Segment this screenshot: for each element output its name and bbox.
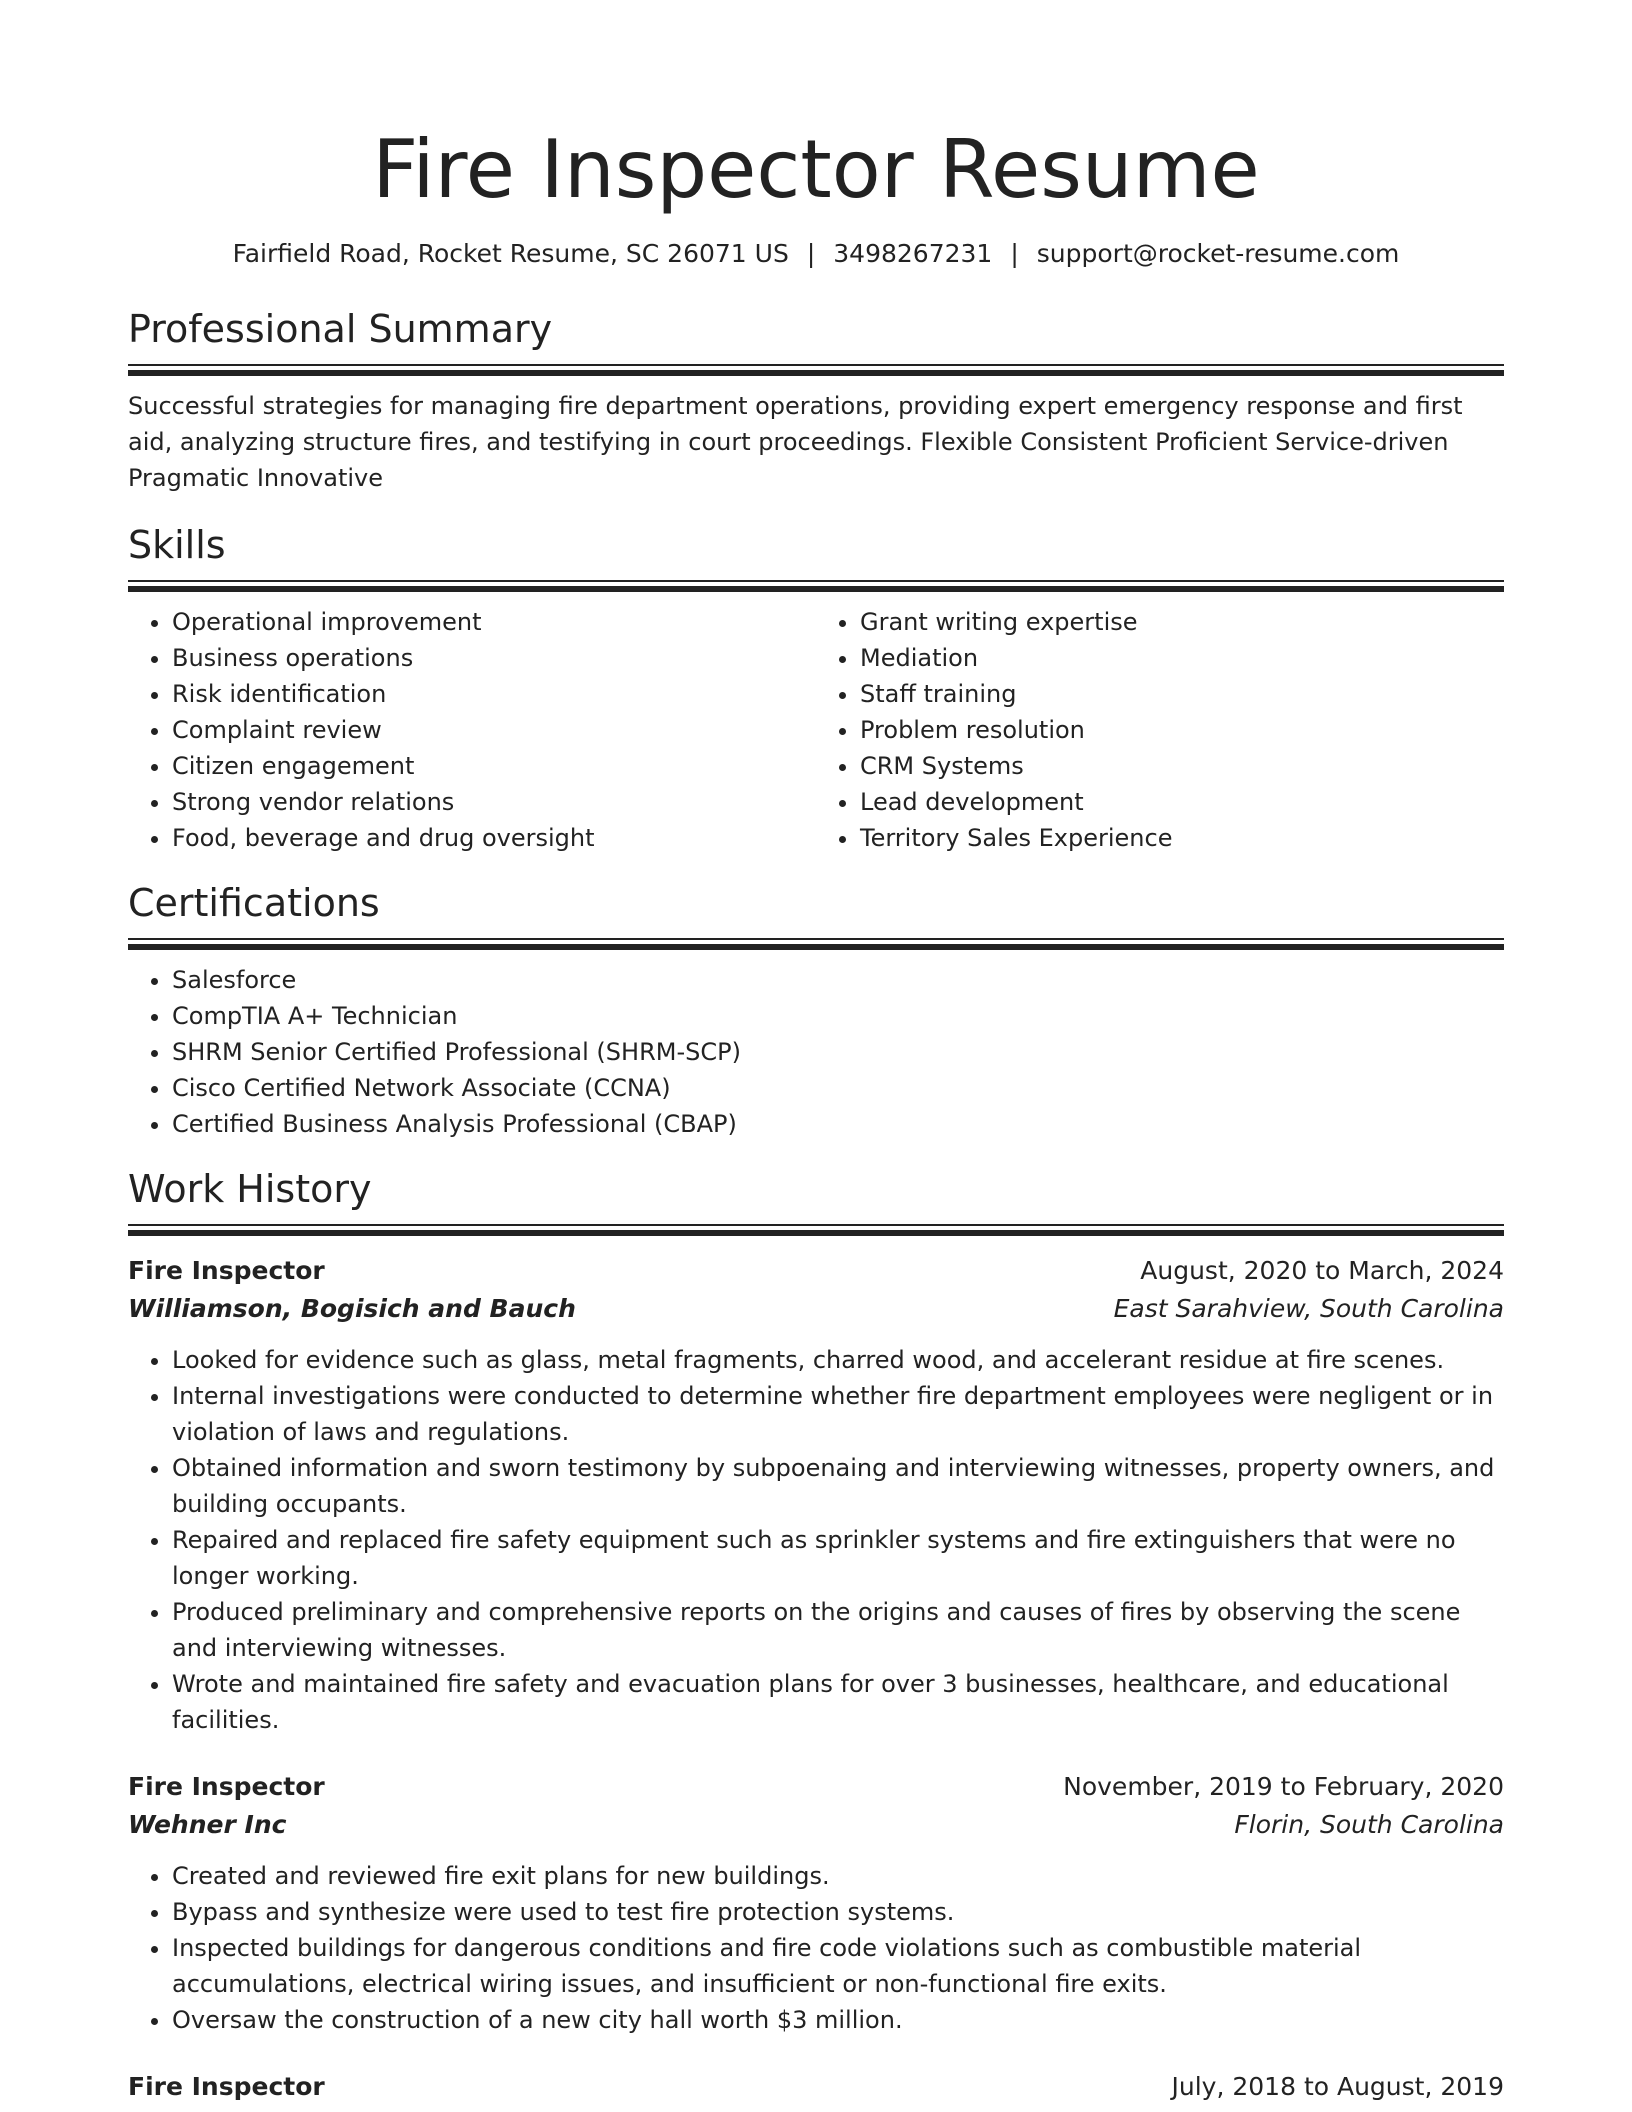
job-bullets bbox=[128, 1342, 1504, 1738]
job-header bbox=[128, 1768, 1504, 1806]
certifications-list bbox=[128, 962, 1504, 1142]
certification-item: • Certified Business Analysis Professional (CBAP) bbox=[172, 1106, 1504, 1142]
job-dates: November, 2019 to February, 2020 bbox=[1063, 1772, 1504, 1801]
contact-address: Fairfield Road, Rocket Resume, SC 26071 US bbox=[232, 239, 789, 268]
job-bullet: • Produced preliminary and comprehensive reports on the origins and causes of fires by observing the scene and interviewing witnesses. bbox=[172, 1594, 1504, 1666]
skill-item: • Operational improvement bbox=[172, 604, 816, 640]
job-bullet: • Looked for evidence such as glass, metal fragments, charred wood, and accelerant residue at fire scenes. bbox=[172, 1342, 1504, 1378]
section-title-work-history: Work History bbox=[128, 1167, 372, 1211]
job-location: Florin, South Carolina bbox=[1234, 1810, 1504, 1839]
job-bullet: • Internal investigations were conducted to determine whether fire department employees were negligent or in violation of laws and regulations. bbox=[172, 1378, 1504, 1450]
skill-item: • Mediation bbox=[860, 640, 1504, 676]
skill-item: • Complaint review bbox=[172, 712, 816, 748]
job-bullet: • Bypass and synthesize were used to test fire protection systems. bbox=[172, 1894, 1504, 1930]
job-bullet: • Wrote and maintained fire safety and evacuation plans for over 3 businesses, healthcare, and educational facilities. bbox=[172, 1666, 1504, 1738]
section-title-certifications: Certifications bbox=[128, 881, 380, 925]
certification-item: • Salesforce bbox=[172, 962, 1504, 998]
section-divider bbox=[128, 580, 1504, 592]
skill-item: • Territory Sales Experience bbox=[860, 820, 1504, 856]
skill-item: • Risk identification bbox=[172, 676, 816, 712]
job-bullet: • Oversaw the construction of a new city hall worth $3 million. bbox=[172, 2002, 1504, 2038]
skills-list-right bbox=[816, 604, 1504, 856]
job-bullets bbox=[128, 1858, 1504, 2038]
contact-separator: | bbox=[1010, 239, 1019, 268]
job-entry bbox=[128, 1768, 1504, 2038]
job-header bbox=[128, 1252, 1504, 1290]
certification-item: • Cisco Certified Network Associate (CCNA) bbox=[172, 1070, 1504, 1106]
job-company: Wehner Inc bbox=[128, 1810, 287, 1839]
job-location: East Sarahview, South Carolina bbox=[1113, 1294, 1504, 1323]
job-title: Fire Inspector bbox=[128, 1772, 325, 1801]
job-entry bbox=[128, 2068, 1504, 2106]
job-company: Williamson, Bogisich and Bauch bbox=[128, 1294, 576, 1323]
work-history-section bbox=[128, 1166, 1504, 2106]
job-subheader bbox=[128, 1290, 1504, 1328]
summary-text: Successful strategies for managing fire department operations, providing expert emergency response and first aid, analyzing structure fires, and testifying in court proceedings. Flexible Consistent Proficient Service-driven Pragmatic Innovative bbox=[128, 392, 1463, 492]
section-title-summary: Professional Summary bbox=[128, 307, 553, 351]
contact-phone: 3498267231 bbox=[833, 239, 993, 268]
job-dates: July, 2018 to August, 2019 bbox=[1171, 2072, 1504, 2101]
skills-list-left bbox=[128, 604, 816, 856]
job-title: Fire Inspector bbox=[128, 2072, 325, 2101]
contact-email: support@rocket-resume.com bbox=[1036, 239, 1400, 268]
certification-item: • CompTIA A+ Technician bbox=[172, 998, 1504, 1034]
summary-section bbox=[128, 306, 1504, 496]
certification-item: • SHRM Senior Certified Professional (SHRM-SCP) bbox=[172, 1034, 1504, 1070]
skill-item: • Staff training bbox=[860, 676, 1504, 712]
skill-item: • Business operations bbox=[172, 640, 816, 676]
skill-item: • Problem resolution bbox=[860, 712, 1504, 748]
section-title-skills: Skills bbox=[128, 523, 226, 567]
job-subheader bbox=[128, 1806, 1504, 1844]
contact-line bbox=[128, 238, 1504, 270]
section-divider bbox=[128, 1224, 1504, 1236]
skill-item: • Lead development bbox=[860, 784, 1504, 820]
skill-item: • Citizen engagement bbox=[172, 748, 816, 784]
job-title: Fire Inspector bbox=[128, 1256, 325, 1285]
skill-item: • Food, beverage and drug oversight bbox=[172, 820, 816, 856]
job-entry bbox=[128, 1252, 1504, 1738]
skill-item: • Strong vendor relations bbox=[172, 784, 816, 820]
certifications-section bbox=[128, 880, 1504, 1142]
job-header bbox=[128, 2068, 1504, 2106]
job-bullet: • Repaired and replaced fire safety equipment such as sprinkler systems and fire extinguishers that were no longer working. bbox=[172, 1522, 1504, 1594]
job-bullet: • Created and reviewed fire exit plans for new buildings. bbox=[172, 1858, 1504, 1894]
page-title: Fire Inspector Resume bbox=[372, 123, 1260, 216]
contact-separator: | bbox=[806, 239, 816, 268]
section-divider bbox=[128, 364, 1504, 376]
job-dates: August, 2020 to March, 2024 bbox=[1140, 1256, 1504, 1285]
skill-item: • Grant writing expertise bbox=[860, 604, 1504, 640]
job-bullet: • Inspected buildings for dangerous conditions and fire code violations such as combustible material accumulations, electrical wiring issues, and insufficient or non-functional fire exits. bbox=[172, 1930, 1504, 2002]
section-divider bbox=[128, 938, 1504, 950]
resume-page bbox=[128, 0, 1504, 2106]
job-bullet: • Obtained information and sworn testimony by subpoenaing and interviewing witnesses, property owners, and building occupants. bbox=[172, 1450, 1504, 1522]
skill-item: • CRM Systems bbox=[860, 748, 1504, 784]
skills-section bbox=[128, 522, 1504, 856]
skills-columns bbox=[128, 604, 1504, 856]
